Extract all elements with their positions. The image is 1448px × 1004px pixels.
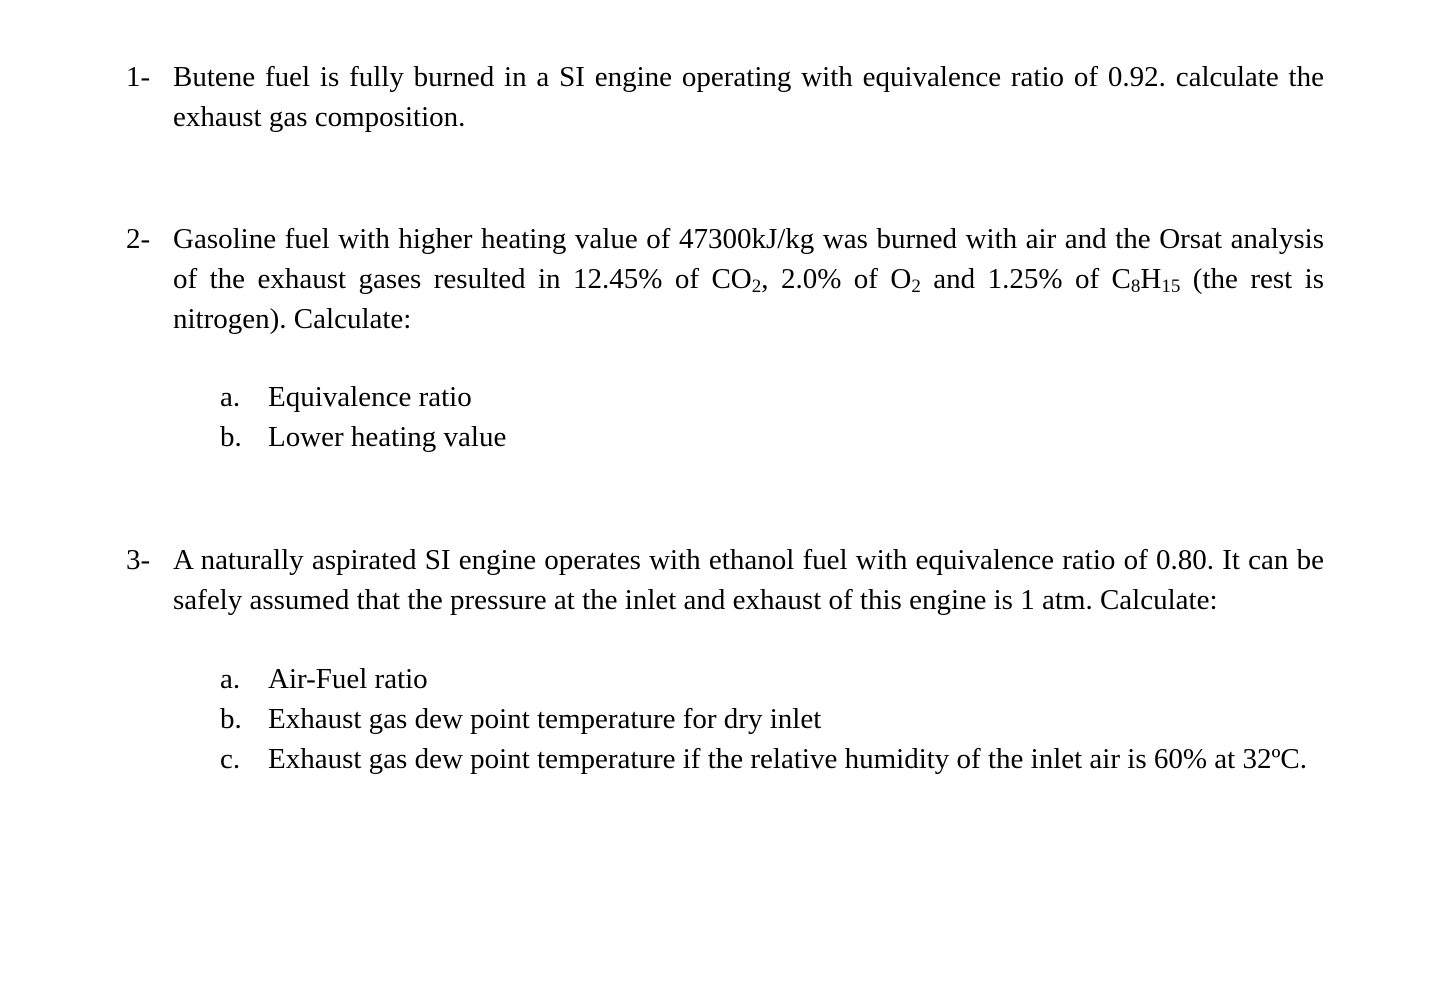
subitem-text: Equivalence ratio [268,381,472,413]
question-number: 2- [126,223,151,255]
subitem-letter: c. [220,743,241,775]
question-text: A naturally aspirated SI engine operates with ethanol fuel with equivalence ratio of 0.80. It can be safely assumed that the pressure at the inlet and exhaust of this engine is 1 atm. Calculate: [173,544,1324,616]
question-text: Butene fuel is fully burned in a SI engine operating with equivalence ratio of 0.92. calculate the exhaust gas composition. [173,61,1324,133]
subitem-letter: b. [220,703,242,735]
subscript: 8 [1130,276,1141,297]
question-number: 1- [126,61,151,93]
subitem-text: Exhaust gas dew point temperature if the relative humidity of the inlet air is 60% at 32ºC. [268,743,1308,775]
subscript: 2 [751,276,762,297]
subscript: 2 [911,276,921,297]
subitem-text: Lower heating value [268,421,507,453]
text-segment: H [1140,263,1162,295]
question-text [173,219,1324,339]
subitem-text: Exhaust gas dew point temperature for dry inlet [268,703,822,735]
subitem-text: Air-Fuel ratio [268,663,428,695]
text-segment: , 2.0% of O [761,263,912,295]
subitem-letter: a. [220,381,241,413]
subitem-letter: a. [220,663,241,695]
text-segment: (the rest is nitrogen). Calculate: [173,263,1324,335]
question-number: 3- [126,544,151,576]
text-segment: Gasoline fuel with higher heating value of 47300kJ/kg was burned with air and the Orsat analysis of the exhaust gases resulted in 12.45% of CO [173,223,1324,295]
text-segment: and 1.25% of C [920,263,1131,295]
subitem-letter: b. [220,421,242,453]
subscript: 15 [1161,276,1181,297]
